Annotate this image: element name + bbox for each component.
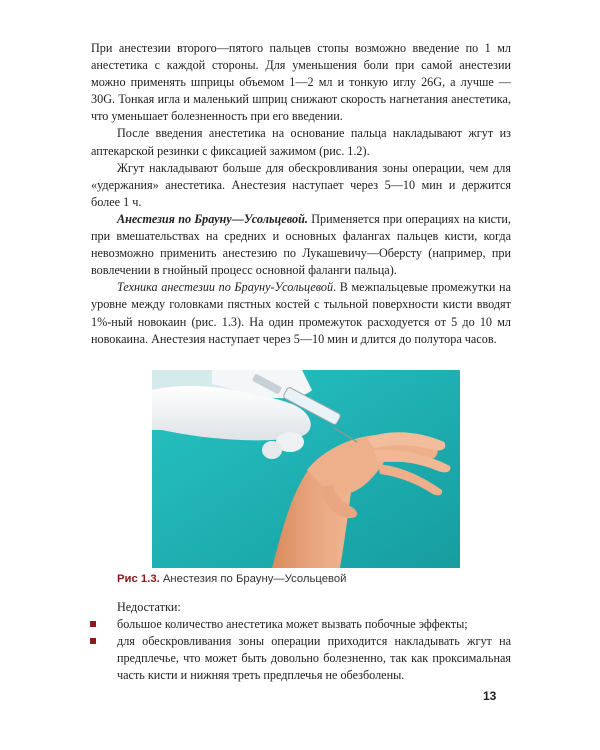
paragraph-4-text: Применяется при операциях на кисти, при вмешательствах на средних и основных фалангах пальцев кисти, когда невозможно применить анестезию по Лукашевичу—Оберсту (например, при вовлечении в гнойный процесс основной фаланги пальца).: [91, 211, 511, 278]
square-bullet-icon: [90, 638, 96, 644]
list-item: [91, 633, 511, 684]
caption-label: Рис 1.3.: [117, 573, 160, 585]
square-bullet-icon: [90, 621, 96, 627]
list-item-text: большое количество анестетика может вызвать побочные эффекты;: [117, 617, 468, 632]
technique-title: Техника анестезии по Брауну-Усольцевой: [117, 280, 334, 295]
drawbacks-heading: Недостатки:: [117, 600, 181, 614]
paragraph-2: После введения анестетика на основание пальца накладывают жгут из аптекарской резинки с фиксацией зажимом (рис. 1.2).: [91, 126, 511, 158]
figure-caption: [117, 573, 346, 585]
page-number: 13: [483, 689, 497, 703]
section-title-braun: Анестезия по Брауну—Усольцевой.: [117, 211, 308, 226]
list-item: [91, 616, 511, 633]
anesthesia-photo: [152, 370, 460, 568]
drawbacks-section: [91, 599, 511, 684]
list-item-text: для обескровливания зоны операции приходится накладывать жгут на предплечье, что может быть довольно болезненно, так как проксимальная часть кисти и нижняя треть предплечья не обезболены.: [117, 634, 511, 683]
paragraph-4: [91, 211, 511, 279]
body-text: [91, 40, 511, 348]
paragraph-5-text: . В межпальцевые промежутки на уровне между головками пястных костей с тыльной поверхности кисти вводят 1%-ный новокаин (рис. 1.3). На один промежуток расходуется от 5 до 10 мл новокаина. Анестезия наступает через 5—10 мин и длится до полутора часов.: [91, 280, 511, 346]
paragraph-1: При анестезии второго—пятого пальцев стопы возможно введение по 1 мл анестетика с каждой стороны. Для уменьшения боли при самой анестезии можно применять шприцы объемом 1—2 мл и тонкую иглу 26G, а лучше — 30G. Тонкая игла и маленький шприц снижают скорость нагнетания анестетика, что уменьшает болезненность при его введении.: [91, 41, 511, 124]
paragraph-3: Жгут накладывают больше для обескровливания зоны операции, чем для «удержания» анестетика. Анестезия наступает через 5—10 мин и держится более 1 ч.: [91, 160, 511, 209]
caption-text: Анестезия по Брауну—Усольцевой: [159, 573, 347, 585]
drawbacks-list: [91, 616, 511, 684]
paragraph-5: [91, 279, 511, 347]
